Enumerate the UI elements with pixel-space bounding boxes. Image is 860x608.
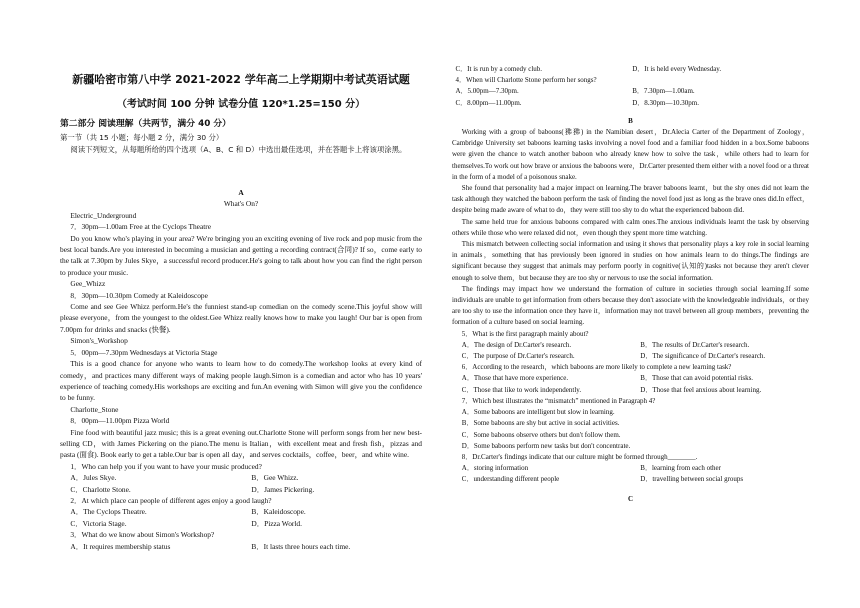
question-1: 1．Who can help you if you want to have your music produced? (70, 461, 262, 471)
passage-c-letter: C (627, 494, 634, 503)
options-row (452, 373, 809, 384)
option: D．Those that feel anxious about learning. (640, 385, 762, 394)
options-row (60, 484, 422, 495)
passage-b-paragraph: The findings may impact how we understand the formation of culture in societies through social learning.If some individuals are unable to get information from others because they don't associate with the knowledgeable individuals，or they are too shy to use the information once they have it，information may not travel between all group members，preventing the formation of a culture based on social learning. (452, 284, 809, 327)
option: D．Pizza World. (251, 518, 302, 528)
question-3-continued (452, 64, 809, 505)
question-4: 4．When will Charlotte Stone perform her songs? (455, 76, 597, 85)
part2-heading: 第二部分 阅读理解（共两节，满分 40 分） (60, 119, 231, 129)
event-description: Do you know who's playing in your area? We're bringing you an exciting evening of live rock and pop music from the best local bands.Are you interested in becoming a musician and getting a recording contract(合同)? If so，come early to the talk at 7.30pm by Jules Skye，a successful record producer.He's going to talk about how you can find the right person to produce your music. (60, 233, 422, 277)
option: C．Those that like to work independently. (461, 385, 582, 394)
option: C．The purpose of Dr.Carter's research. (461, 352, 575, 361)
option: C．Some baboons observe others but don't follow them. (461, 430, 621, 439)
option: B．Gee Whizz. (251, 473, 299, 483)
option: A．storing information (461, 464, 529, 473)
event-description: Come and see Gee Whizz perform.He's the funniest stand-up comedian on the comedy scene.This joyful show will please everyone，from the youngest to the oldest.Gee Whizz really knows how to make you laugh! Our bar is open from 7.00pm for drinks and snacks (快餐). (60, 302, 422, 334)
option: A．Some baboons are intelligent but slow in learning. (461, 408, 615, 417)
passage-b-letter: B (628, 116, 633, 125)
options-row (452, 385, 809, 396)
event-time: 8．30pm—10.30pm Comedy at Kaleidoscope (70, 290, 208, 300)
options-row (60, 472, 422, 483)
option: B．It lasts three hours each time. (251, 541, 351, 551)
options-row (60, 518, 422, 529)
option: A．Jules Skye. (70, 473, 117, 483)
options-row (452, 86, 809, 97)
passage-b-paragraph: She found that personality had a major impact on learning.The braver baboons learnt，but the shy ones did not learn the task although they watched the baboon perform the task of finding the novel food just as long as the brave ones did.In effect，despite being made aware of what to do，they were still too shy to do what the experienced baboon did. (452, 184, 809, 215)
section1-heading: 第一节（共 15 小题；每小题 2 分，满分 30 分） (60, 133, 224, 142)
option: A．The design of Dr.Carter's research. (461, 340, 572, 349)
option: B．learning from each other (640, 464, 721, 473)
option: A．The Cyclops Theatre. (70, 507, 147, 517)
question-6: 6．According to the research，which baboons are more likely to complete a new learning task? (461, 363, 732, 372)
option: D．It is held every Wednesday. (632, 65, 722, 73)
option: B．Kaleidoscope. (251, 507, 306, 517)
option: D．travelling between social groups (640, 475, 744, 484)
options-row (452, 340, 809, 351)
option: C．Victoria Stage. (70, 518, 127, 528)
option: A．5.00pm—7.30pm. (455, 87, 519, 96)
section-instructions (60, 132, 422, 156)
options-row (452, 351, 809, 362)
event-name: Electric_Underground (70, 210, 137, 220)
question-7: 7．Which best illustrates the “mismatch” mentioned in Paragraph 4? (461, 396, 656, 405)
question-2: 2．At which place can people of different ages enjoy a good laugh? (70, 495, 272, 505)
option: B．Some baboons are shy but active in social activities. (461, 419, 620, 428)
option: B．Those that can avoid potential risks. (640, 374, 754, 383)
instructions-text: 阅读下列短文，从每题所给的四个选项（A、B、C 和 D）中选出最佳选项，并在答题卡上将该项涂黑。 (70, 145, 407, 155)
options-row (452, 474, 809, 485)
passage-a-title: What's On? (223, 199, 259, 209)
option: C．understanding different people (461, 475, 560, 484)
options-row (60, 541, 422, 552)
exam-subtitle: （考试时间 100 分钟 试卷分值 120*1.25=150 分） (116, 99, 366, 110)
option: D．Some baboons perform new tasks but don't concentrate. (461, 441, 631, 450)
event-name: Simon's_Workshop (70, 336, 128, 346)
event-time: 5．00pm—7.30pm Wednesdays at Victoria Stage (70, 347, 218, 357)
question-3: 3．What do we know about Simon's Workshop? (70, 530, 215, 540)
event-description: Fine food with beautiful jazz music; this is a great evening out.Charlotte Stone will perform songs from her new best-selling CD，with James Pickering on the piano.The menu is Italian，with excellent meat and fresh fish，pizzas and pasta (面食). Book early to get a table.Our bar is open all day，and serves cocktails，coffee，beer，and white wine. (60, 427, 422, 460)
option: D．8.30pm—10.30pm. (632, 98, 699, 107)
passage-b-paragraph: Working with a group of baboons(狒狒) in the Namibian desert，Dr.Alecia Carter of the Department of Zoology，Cambridge University set baboons learning tasks involving a novel food and a familiar food hidden in a box.Some baboons were given the chance to watch another baboon who already knew how to solve the task，while others had to learn for themselves.To work out how brave or anxious the baboons were，Dr.Carter presented them either with a novel food or a threat in the form of a model of a poisonous snake. (452, 128, 809, 181)
event-name: Gee_Whizz (70, 279, 106, 289)
passage-b-paragraph: The same held true for anxious baboons compared with calm ones.The anxious individuals learnt the task by observing others while those who were relaxed did not，even though they spent more time watching. (452, 217, 809, 237)
passage-a-letter: A (238, 188, 244, 197)
event-time: 7．30pm—1.00am Free at the Cyclops Theatre (70, 222, 212, 232)
event-name: Charlotte_Stone (70, 404, 119, 414)
options-row (60, 506, 422, 517)
option: A．Those that have more experience. (461, 374, 569, 383)
option: D．The significance of Dr.Carter's research. (640, 352, 766, 361)
option: C．8.00pm—11.00pm. (455, 98, 522, 107)
event-time: 8．00pm—11.00pm Pizza World (70, 416, 170, 426)
option: C．Charlotte Stone. (70, 484, 131, 494)
options-row (452, 463, 809, 474)
options-row (452, 64, 809, 75)
option: B．7.30pm—1.00am. (632, 87, 695, 96)
question-5: 5．What is the first paragraph mainly about? (461, 329, 589, 338)
option: D．James Pickering. (251, 484, 315, 494)
event-description: This is a good chance for anyone who wants to learn how to do comedy.The workshop looks at every kind of comedy，and practices many different ways of making people laugh.Simon is a comedian and actor who has 10 years' experience of teaching comedy.His workshops are exciting and fun.An evening with Simon will give you the confidence to be funny. (60, 359, 422, 403)
passage-a (60, 187, 422, 552)
options-row (452, 98, 809, 109)
option: B．The results of Dr.Carter's research. (640, 340, 750, 349)
exam-title: 新疆哈密市第八中学 2021-2022 学年高二上学期期中考试英语试题 (72, 73, 410, 86)
question-8: 8．Dr.Carter's findings indicate that our culture might be formed through________. (461, 452, 698, 461)
option: C．It is run by a comedy club. (455, 65, 543, 73)
option: A．It requires membership status (70, 541, 171, 551)
passage-b-paragraph: This mismatch between collecting social information and using it shows that personality plays a key role in social learning in animals，something that has previously been ignored in studies on how animals learn to do things.The findings are significant because they suggest that animals may perform poorly in cognitive(认知的)tasks not because they aren't clever enough to solve them，but because they are too shy or nervous to use the social information. (452, 240, 809, 282)
